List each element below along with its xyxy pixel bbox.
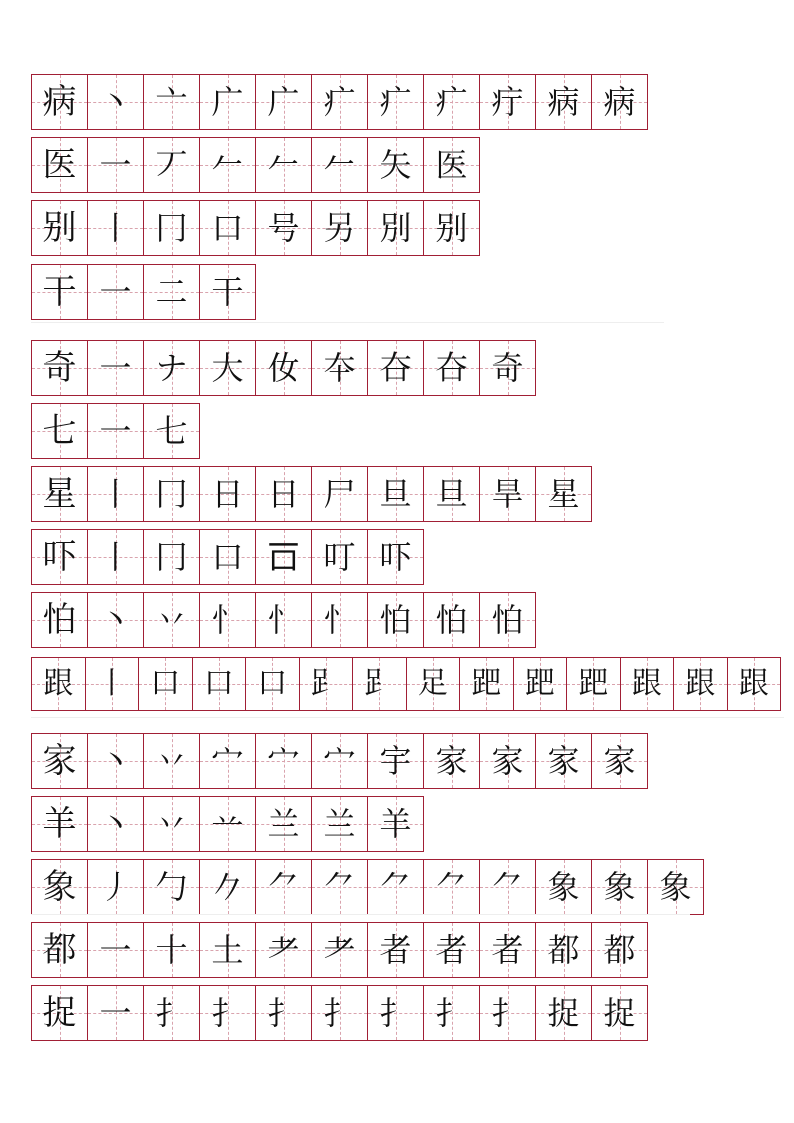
stroke-step-glyph: 口 bbox=[203, 665, 234, 701]
stroke-step-glyph: 扌 bbox=[491, 994, 524, 1032]
stroke-step-cell bbox=[368, 986, 424, 1040]
stroke-step-glyph: 广 bbox=[267, 83, 300, 121]
stroke-step-cell bbox=[144, 404, 200, 458]
stroke-step-glyph: 𠂉 bbox=[323, 146, 356, 184]
stroke-step-cell bbox=[480, 75, 536, 129]
stroke-step-glyph: 㚢 bbox=[267, 349, 300, 387]
stroke-step-cell bbox=[246, 658, 300, 710]
stroke-step-cell bbox=[88, 986, 144, 1040]
stroke-step-cell bbox=[312, 530, 368, 584]
stroke-step-cell bbox=[480, 986, 536, 1040]
stroke-step-cell bbox=[312, 138, 368, 192]
stroke-step-glyph: 一 bbox=[99, 994, 132, 1032]
stroke-step-cell bbox=[256, 201, 312, 255]
stroke-step-glyph: 忄 bbox=[211, 601, 244, 639]
stroke-step-glyph: 土 bbox=[211, 931, 244, 969]
stroke-step-cell bbox=[536, 75, 592, 129]
character-cell bbox=[32, 923, 88, 977]
stroke-step-glyph: 十 bbox=[155, 931, 188, 969]
stroke-step-cell bbox=[256, 467, 312, 521]
stroke-step-cell bbox=[368, 593, 424, 647]
stroke-step-cell bbox=[144, 341, 200, 395]
stroke-step-cell bbox=[368, 734, 424, 788]
stroke-step-glyph: ⺈ bbox=[379, 868, 412, 906]
stroke-step-cell bbox=[144, 797, 200, 851]
stroke-step-cell bbox=[88, 923, 144, 977]
stroke-step-glyph: 奇 bbox=[491, 349, 524, 387]
stroke-step-cell bbox=[592, 75, 648, 129]
target-character: 跟 bbox=[43, 665, 74, 701]
stroke-step-glyph: 象 bbox=[547, 868, 580, 906]
stroke-step-glyph: 夻 bbox=[435, 349, 468, 387]
stroke-step-glyph: 者 bbox=[491, 931, 524, 969]
stroke-step-cell bbox=[368, 75, 424, 129]
stroke-step-cell bbox=[312, 797, 368, 851]
stroke-step-cell bbox=[368, 860, 424, 914]
stroke-step-cell bbox=[312, 75, 368, 129]
stroke-step-glyph: 丶 bbox=[99, 742, 132, 780]
stroke-step-glyph: 者 bbox=[379, 931, 412, 969]
target-character: 捉 bbox=[42, 993, 77, 1033]
stroke-step-glyph: 病 bbox=[547, 83, 580, 121]
stroke-step-cell bbox=[368, 797, 424, 851]
stroke-step-cell bbox=[536, 467, 592, 521]
stroke-step-cell bbox=[256, 734, 312, 788]
section-divider bbox=[31, 717, 784, 718]
stroke-step-glyph: 扌 bbox=[155, 994, 188, 1032]
stroke-step-cell bbox=[200, 341, 256, 395]
stroke-step-glyph: 一 bbox=[99, 931, 132, 969]
stroke-step-glyph: 宇 bbox=[379, 742, 412, 780]
stroke-step-glyph: 跁 bbox=[578, 665, 609, 701]
stroke-step-glyph: 象 bbox=[603, 868, 636, 906]
stroke-step-glyph: 怕 bbox=[491, 601, 524, 639]
stroke-step-cell bbox=[424, 467, 480, 521]
stroke-step-glyph: 口 bbox=[211, 209, 244, 247]
stroke-step-glyph: 吓 bbox=[379, 538, 412, 576]
stroke-step-cell bbox=[424, 201, 480, 255]
stroke-step-glyph: 兰 bbox=[267, 805, 300, 843]
stroke-step-cell bbox=[480, 923, 536, 977]
stroke-step-cell bbox=[256, 593, 312, 647]
stroke-step-cell bbox=[256, 797, 312, 851]
stroke-order-row bbox=[31, 657, 781, 711]
stroke-step-glyph: 怕 bbox=[435, 601, 468, 639]
stroke-step-glyph: ⺈ bbox=[323, 868, 356, 906]
stroke-order-row bbox=[31, 74, 648, 130]
section-divider bbox=[31, 322, 664, 323]
stroke-step-cell bbox=[200, 467, 256, 521]
stroke-step-glyph: 宀 bbox=[267, 742, 300, 780]
stroke-step-cell bbox=[312, 734, 368, 788]
character-cell bbox=[32, 593, 88, 647]
stroke-step-cell bbox=[407, 658, 461, 710]
stroke-step-glyph: 宀 bbox=[323, 742, 356, 780]
stroke-order-row bbox=[31, 796, 424, 852]
stroke-step-cell bbox=[200, 860, 256, 914]
stroke-step-cell bbox=[200, 797, 256, 851]
stroke-step-cell bbox=[200, 265, 256, 319]
stroke-step-glyph: 𧾷 bbox=[310, 665, 341, 701]
stroke-step-cell bbox=[88, 593, 144, 647]
character-cell bbox=[32, 658, 86, 710]
stroke-step-glyph: 跟 bbox=[631, 665, 662, 701]
stroke-step-glyph: 兰 bbox=[323, 805, 356, 843]
stroke-step-cell bbox=[88, 797, 144, 851]
stroke-step-glyph: 捉 bbox=[547, 994, 580, 1032]
stroke-step-glyph: 冂 bbox=[155, 475, 188, 513]
stroke-order-row bbox=[31, 922, 648, 978]
stroke-step-cell bbox=[144, 923, 200, 977]
stroke-step-glyph: 疒 bbox=[435, 83, 468, 121]
stroke-step-glyph: 矢 bbox=[379, 146, 412, 184]
stroke-step-glyph: 丶 bbox=[99, 805, 132, 843]
stroke-step-cell bbox=[312, 341, 368, 395]
stroke-step-cell bbox=[88, 265, 144, 319]
stroke-step-cell bbox=[536, 734, 592, 788]
stroke-step-glyph: 捉 bbox=[603, 994, 636, 1032]
stroke-step-glyph: 扌 bbox=[379, 994, 412, 1032]
stroke-step-cell bbox=[424, 341, 480, 395]
stroke-step-glyph: 大 bbox=[211, 349, 244, 387]
target-character: 吓 bbox=[42, 537, 77, 577]
stroke-step-glyph: 丆 bbox=[155, 146, 188, 184]
stroke-step-cell bbox=[144, 860, 200, 914]
stroke-step-cell bbox=[480, 593, 536, 647]
stroke-step-cell bbox=[424, 138, 480, 192]
stroke-step-cell bbox=[144, 75, 200, 129]
stroke-step-cell bbox=[312, 923, 368, 977]
stroke-step-cell bbox=[536, 923, 592, 977]
stroke-step-cell bbox=[567, 658, 621, 710]
stroke-step-cell bbox=[368, 341, 424, 395]
stroke-step-glyph: 跁 bbox=[471, 665, 502, 701]
stroke-step-glyph: ⺈ bbox=[267, 868, 300, 906]
target-character: 干 bbox=[42, 272, 77, 312]
stroke-step-cell bbox=[592, 923, 648, 977]
target-character: 医 bbox=[42, 145, 77, 185]
stroke-step-glyph: 者 bbox=[435, 931, 468, 969]
stroke-step-cell bbox=[200, 75, 256, 129]
stroke-step-cell bbox=[480, 860, 536, 914]
stroke-step-cell bbox=[144, 593, 200, 647]
stroke-step-glyph: 冂 bbox=[155, 209, 188, 247]
stroke-step-glyph: 病 bbox=[603, 83, 636, 121]
stroke-step-glyph: 一 bbox=[99, 412, 132, 450]
stroke-step-glyph: 象 bbox=[659, 868, 692, 906]
stroke-step-glyph: 扌 bbox=[323, 994, 356, 1032]
stroke-step-glyph: 丨 bbox=[99, 475, 132, 513]
stroke-step-glyph: 耂 bbox=[323, 931, 356, 969]
stroke-step-glyph: 丨 bbox=[99, 538, 132, 576]
stroke-order-row bbox=[31, 264, 256, 320]
character-cell bbox=[32, 138, 88, 192]
target-character: 病 bbox=[42, 82, 77, 122]
stroke-step-glyph: 口 bbox=[257, 665, 288, 701]
stroke-step-glyph: 扌 bbox=[435, 994, 468, 1032]
stroke-step-cell bbox=[300, 658, 354, 710]
stroke-step-cell bbox=[514, 658, 568, 710]
stroke-step-glyph: 丷 bbox=[155, 601, 188, 639]
stroke-step-cell bbox=[368, 201, 424, 255]
stroke-step-cell bbox=[200, 138, 256, 192]
stroke-step-glyph: 一 bbox=[99, 273, 132, 311]
stroke-step-cell bbox=[368, 138, 424, 192]
stroke-step-cell bbox=[144, 467, 200, 521]
stroke-order-row bbox=[31, 733, 648, 789]
stroke-step-cell bbox=[312, 593, 368, 647]
stroke-order-row bbox=[31, 403, 200, 459]
target-character: 羊 bbox=[42, 804, 77, 844]
stroke-step-cell bbox=[86, 658, 140, 710]
target-character: 怕 bbox=[42, 600, 77, 640]
stroke-step-glyph: 勹 bbox=[155, 868, 188, 906]
stroke-step-cell bbox=[621, 658, 675, 710]
stroke-step-glyph: 亠 bbox=[155, 83, 188, 121]
stroke-step-cell bbox=[592, 734, 648, 788]
stroke-step-cell bbox=[256, 530, 312, 584]
stroke-step-glyph: 叮 bbox=[323, 538, 356, 576]
target-character: 奇 bbox=[42, 348, 77, 388]
target-character: 家 bbox=[42, 741, 77, 781]
stroke-step-cell bbox=[88, 467, 144, 521]
stroke-step-cell bbox=[88, 860, 144, 914]
stroke-step-cell bbox=[200, 986, 256, 1040]
stroke-step-cell bbox=[139, 658, 193, 710]
stroke-step-cell bbox=[368, 530, 424, 584]
stroke-step-glyph: 扌 bbox=[267, 994, 300, 1032]
stroke-step-cell bbox=[424, 593, 480, 647]
stroke-step-cell bbox=[368, 923, 424, 977]
stroke-step-cell bbox=[480, 734, 536, 788]
character-cell bbox=[32, 75, 88, 129]
stroke-step-glyph: 𠂊 bbox=[211, 868, 244, 906]
stroke-step-cell bbox=[88, 530, 144, 584]
stroke-step-glyph: 丨 bbox=[99, 209, 132, 247]
stroke-step-cell bbox=[536, 860, 592, 914]
stroke-order-row bbox=[31, 200, 480, 256]
stroke-step-glyph: 二 bbox=[155, 273, 188, 311]
stroke-step-cell bbox=[368, 467, 424, 521]
stroke-step-cell bbox=[144, 265, 200, 319]
stroke-step-glyph: 一 bbox=[99, 349, 132, 387]
stroke-step-glyph: 夻 bbox=[379, 349, 412, 387]
character-cell bbox=[32, 797, 88, 851]
character-cell bbox=[32, 404, 88, 458]
stroke-step-glyph: ナ bbox=[155, 349, 188, 387]
character-cell bbox=[32, 341, 88, 395]
stroke-order-row bbox=[31, 985, 648, 1041]
stroke-step-glyph: 忄 bbox=[267, 601, 300, 639]
stroke-step-cell bbox=[480, 341, 536, 395]
stroke-step-glyph: 旦 bbox=[379, 475, 412, 513]
character-cell bbox=[32, 467, 88, 521]
target-character: 星 bbox=[42, 474, 77, 514]
stroke-step-glyph: 七 bbox=[155, 412, 188, 450]
character-cell bbox=[32, 860, 88, 914]
target-character: 象 bbox=[42, 867, 77, 907]
stroke-step-cell bbox=[200, 593, 256, 647]
stroke-step-glyph: 别 bbox=[435, 209, 468, 247]
stroke-step-glyph: 广 bbox=[211, 83, 244, 121]
stroke-step-glyph: 耂 bbox=[267, 931, 300, 969]
stroke-step-cell bbox=[312, 986, 368, 1040]
stroke-step-glyph: 疒 bbox=[323, 83, 356, 121]
stroke-step-cell bbox=[728, 658, 782, 710]
target-character: 别 bbox=[42, 208, 77, 248]
stroke-step-glyph: 医 bbox=[435, 146, 468, 184]
stroke-step-glyph: 䒑 bbox=[211, 805, 244, 843]
stroke-order-row bbox=[31, 137, 480, 193]
stroke-step-glyph: 家 bbox=[435, 742, 468, 780]
stroke-order-row bbox=[31, 340, 536, 396]
section-divider bbox=[31, 914, 690, 915]
stroke-step-cell bbox=[536, 986, 592, 1040]
target-character: 七 bbox=[42, 411, 77, 451]
stroke-step-glyph: 別 bbox=[379, 209, 412, 247]
stroke-step-glyph: 丶 bbox=[99, 601, 132, 639]
stroke-step-glyph: 冂 bbox=[155, 538, 188, 576]
stroke-step-cell bbox=[256, 923, 312, 977]
stroke-step-glyph: 𧾷 bbox=[364, 665, 395, 701]
stroke-step-cell bbox=[88, 75, 144, 129]
stroke-step-cell bbox=[200, 734, 256, 788]
stroke-step-glyph: ⺈ bbox=[491, 868, 524, 906]
stroke-step-glyph: 疒 bbox=[379, 83, 412, 121]
stroke-step-cell bbox=[256, 986, 312, 1040]
stroke-step-glyph: 疔 bbox=[491, 83, 524, 121]
stroke-step-cell bbox=[144, 138, 200, 192]
stroke-step-cell bbox=[88, 341, 144, 395]
stroke-step-cell bbox=[592, 986, 648, 1040]
stroke-step-cell bbox=[592, 860, 648, 914]
stroke-step-cell bbox=[353, 658, 407, 710]
stroke-step-cell bbox=[424, 986, 480, 1040]
stroke-step-glyph: 尸 bbox=[323, 475, 356, 513]
stroke-step-cell bbox=[424, 923, 480, 977]
stroke-step-cell bbox=[144, 986, 200, 1040]
stroke-step-glyph: 丷 bbox=[155, 742, 188, 780]
stroke-step-glyph: 另 bbox=[323, 209, 356, 247]
stroke-step-glyph: 跟 bbox=[685, 665, 716, 701]
stroke-step-glyph: 家 bbox=[603, 742, 636, 780]
stroke-step-cell bbox=[648, 860, 704, 914]
stroke-step-cell bbox=[312, 860, 368, 914]
stroke-step-glyph: 足 bbox=[417, 665, 448, 701]
stroke-order-row bbox=[31, 529, 424, 585]
stroke-step-cell bbox=[144, 530, 200, 584]
stroke-order-row bbox=[31, 859, 704, 915]
stroke-step-cell bbox=[200, 201, 256, 255]
stroke-step-glyph: 丶 bbox=[99, 83, 132, 121]
stroke-order-row bbox=[31, 592, 536, 648]
stroke-step-glyph: 口 bbox=[211, 538, 244, 576]
stroke-step-glyph: 旦 bbox=[435, 475, 468, 513]
stroke-step-glyph: 号 bbox=[267, 209, 300, 247]
stroke-step-glyph: 忄 bbox=[323, 601, 356, 639]
stroke-step-cell bbox=[144, 734, 200, 788]
stroke-step-glyph: 一 bbox=[99, 146, 132, 184]
stroke-step-cell bbox=[424, 734, 480, 788]
stroke-step-cell bbox=[424, 860, 480, 914]
stroke-step-cell bbox=[88, 201, 144, 255]
stroke-step-cell bbox=[674, 658, 728, 710]
stroke-step-glyph: 口 bbox=[150, 665, 181, 701]
stroke-step-glyph: 夲 bbox=[323, 349, 356, 387]
stroke-step-glyph: 丨 bbox=[96, 665, 127, 701]
stroke-step-glyph: 星 bbox=[547, 475, 580, 513]
stroke-step-glyph: ⺈ bbox=[435, 868, 468, 906]
stroke-step-glyph: 日 bbox=[267, 475, 300, 513]
character-cell bbox=[32, 265, 88, 319]
stroke-step-glyph: 𠮛 bbox=[267, 538, 300, 576]
stroke-step-cell bbox=[460, 658, 514, 710]
stroke-step-glyph: 扌 bbox=[211, 994, 244, 1032]
stroke-step-cell bbox=[193, 658, 247, 710]
character-cell bbox=[32, 734, 88, 788]
stroke-step-cell bbox=[88, 138, 144, 192]
stroke-step-cell bbox=[256, 860, 312, 914]
stroke-step-glyph: 旱 bbox=[491, 475, 524, 513]
character-cell bbox=[32, 201, 88, 255]
stroke-step-cell bbox=[144, 201, 200, 255]
target-character: 都 bbox=[42, 930, 77, 970]
stroke-step-glyph: 日 bbox=[211, 475, 244, 513]
stroke-order-row bbox=[31, 466, 592, 522]
stroke-step-glyph: 干 bbox=[211, 273, 244, 311]
stroke-step-glyph: 𠂉 bbox=[267, 146, 300, 184]
stroke-step-cell bbox=[88, 404, 144, 458]
stroke-step-cell bbox=[312, 467, 368, 521]
stroke-step-cell bbox=[256, 138, 312, 192]
character-cell bbox=[32, 986, 88, 1040]
stroke-step-cell bbox=[200, 923, 256, 977]
stroke-step-cell bbox=[312, 201, 368, 255]
stroke-step-glyph: 跁 bbox=[524, 665, 555, 701]
stroke-step-glyph: 丷 bbox=[155, 805, 188, 843]
character-cell bbox=[32, 530, 88, 584]
stroke-step-glyph: 怕 bbox=[379, 601, 412, 639]
stroke-step-glyph: 跟 bbox=[738, 665, 769, 701]
stroke-step-cell bbox=[256, 341, 312, 395]
stroke-step-glyph: 宀 bbox=[211, 742, 244, 780]
stroke-step-cell bbox=[256, 75, 312, 129]
stroke-step-glyph: 家 bbox=[547, 742, 580, 780]
stroke-step-glyph: 羊 bbox=[379, 805, 412, 843]
stroke-step-glyph: 𠂉 bbox=[211, 146, 244, 184]
stroke-step-glyph: 都 bbox=[603, 931, 636, 969]
stroke-step-glyph: 都 bbox=[547, 931, 580, 969]
stroke-step-cell bbox=[88, 734, 144, 788]
stroke-step-cell bbox=[200, 530, 256, 584]
stroke-step-cell bbox=[480, 467, 536, 521]
stroke-step-glyph: 丿 bbox=[99, 868, 132, 906]
stroke-step-cell bbox=[424, 75, 480, 129]
stroke-step-glyph: 家 bbox=[491, 742, 524, 780]
